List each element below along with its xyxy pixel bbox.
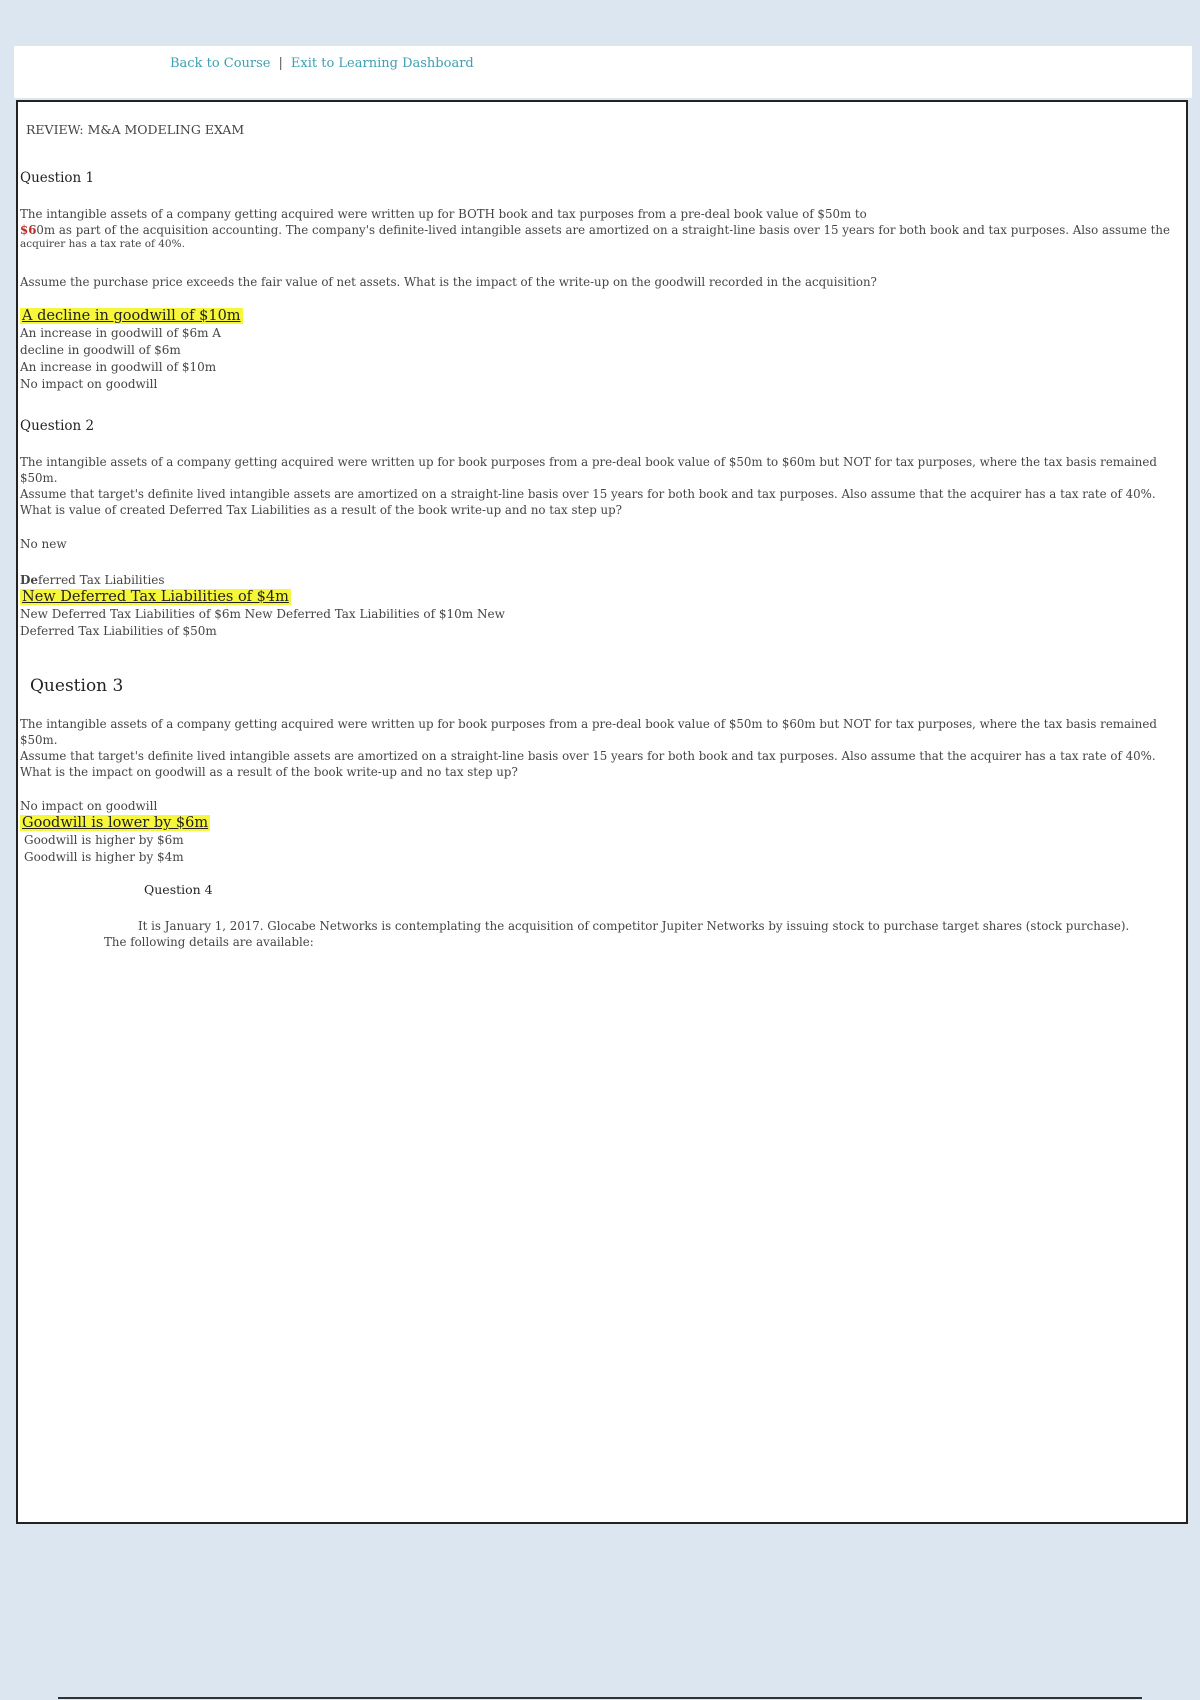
- q2-answer-option[interactable]: New Deferred Tax Liabilities of $6m New Deferred Tax Liabilities of $10m New: [20, 607, 505, 621]
- q1-selected-answer[interactable]: A decline in goodwill of $10m: [22, 308, 241, 324]
- q1-answer-option[interactable]: An increase in goodwill of $6m A: [20, 326, 221, 340]
- nav-links: [170, 56, 474, 71]
- exit-dashboard-link[interactable]: Exit to Learning Dashboard: [290, 56, 474, 71]
- q2-answer-no-new[interactable]: No new: [20, 537, 67, 551]
- q3-answer-option[interactable]: No impact on goodwill: [20, 799, 158, 813]
- question-2-answers: [20, 572, 505, 640]
- question-2-prompt: What is value of created Deferred Tax Liabilities as a result of the book write-up and no tax step up?: [20, 503, 622, 517]
- q1-answer-option[interactable]: An increase in goodwill of $10m: [20, 360, 217, 374]
- q1-answer-option[interactable]: No impact on goodwill: [20, 377, 158, 391]
- q2-text-line1: The intangible assets of a company getting acquired were written up for book purposes from a pre-deal book value of $50m to $60m but NOT for tax purposes, where the tax basis remained $50m.: [20, 455, 1157, 485]
- exam-page: [16, 100, 1188, 1524]
- q3-text-line2: Assume that target's definite lived intangible assets are amortized on a straight-line basis over 15 years for both book and tax purposes. Also assume that the acquirer has a tax rate of 40%.: [20, 749, 1156, 763]
- q3-selected-answer[interactable]: Goodwill is lower by $6m: [22, 815, 209, 831]
- question-3-prompt: What is the impact on goodwill as a result of the book write-up and no tax step up?: [20, 765, 518, 779]
- q1-text-red: $6: [20, 223, 37, 237]
- q1-answer-option[interactable]: decline in goodwill of $6m: [20, 343, 181, 357]
- question-1-answers: [20, 308, 243, 393]
- question-3-text: [20, 716, 1180, 764]
- question-1-text: [20, 206, 1180, 250]
- q2-selected-answer[interactable]: New Deferred Tax Liabilities of $4m: [22, 589, 289, 605]
- question-2-text: [20, 454, 1180, 502]
- q1-text-line3: acquirer has a tax rate of 40%.: [20, 238, 185, 250]
- question-1-prompt: Assume the purchase price exceeds the fair value of net assets. What is the impact of the write-up on the goodwill recorded in the acquisition?: [20, 275, 877, 289]
- bottom-divider: [58, 1697, 1142, 1699]
- top-nav-bar: [14, 46, 1192, 98]
- question-2-heading: Question 2: [20, 418, 95, 434]
- q4-text-line2: The following details are available:: [104, 935, 314, 949]
- q2-answer-dtl[interactable]: Deferred Tax Liabilities: [20, 573, 165, 587]
- question-4-heading: Question 4: [144, 882, 213, 897]
- q3-answer-option[interactable]: Goodwill is higher by $4m: [24, 850, 184, 864]
- q1-text-line1: The intangible assets of a company getting acquired were written up for BOTH book and tax purposes from a pre-deal book value of $50m to: [20, 207, 867, 221]
- q2-text-line2: Assume that target's definite lived intangible assets are amortized on a straight-line basis over 15 years for both book and tax purposes. Also assume that the acquirer has a tax rate of 40%.: [20, 487, 1156, 501]
- question-3-answers: [20, 798, 210, 866]
- question-1-heading: Question 1: [20, 170, 95, 186]
- question-3-heading: Question 3: [30, 676, 124, 696]
- nav-separator: |: [278, 56, 283, 71]
- exam-title: REVIEW: M&A MODELING EXAM: [26, 122, 245, 137]
- q4-text-line1: It is January 1, 2017. Glocabe Networks is contemplating the acquisition of competitor Jupiter Networks by issuing stock to purchase target shares (stock purchase).: [138, 919, 1130, 933]
- q3-text-line1: The intangible assets of a company getting acquired were written up for book purposes from a pre-deal book value of $50m to $60m but NOT for tax purposes, where the tax basis remained $50m.: [20, 717, 1157, 747]
- q1-text-line2: $60m as part of the acquisition accounting. The company's definite-lived intangible assets are amortized on a straight-line basis over 15 years for both book and tax purposes. Also assume the: [20, 223, 1170, 237]
- back-to-course-link[interactable]: Back to Course: [170, 56, 271, 71]
- q3-answer-option[interactable]: Goodwill is higher by $6m: [24, 833, 184, 847]
- question-4-text: [18, 918, 1178, 950]
- q2-answer-option[interactable]: Deferred Tax Liabilities of $50m: [20, 624, 217, 638]
